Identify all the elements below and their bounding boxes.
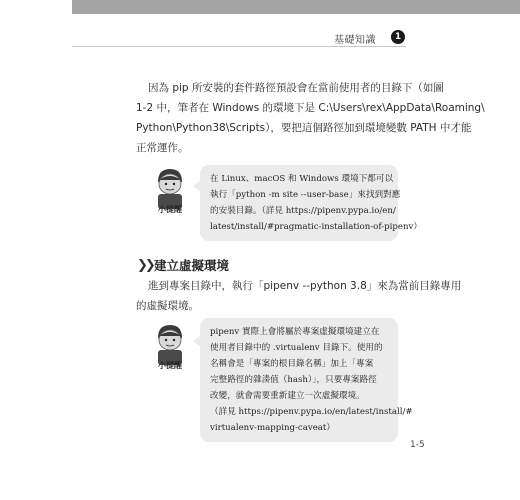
header-divider xyxy=(72,46,406,47)
tip-label: 小提醒 xyxy=(158,361,182,370)
tip-line: 使用者目錄中的 .virtualenv 目錄下。使用的 xyxy=(210,343,383,353)
section-title: 建立虛擬環境 xyxy=(154,258,230,273)
intro-line: Python\Python38\Scripts），要把這個路徑加到環境變數 PATH 中才能 xyxy=(136,122,472,134)
tip-bubble xyxy=(200,165,422,241)
intro-line: 正常運作。 xyxy=(136,142,189,154)
tip-line: 名稱會是「專案的根目錄名稱」加上「專案 xyxy=(210,359,374,369)
intro-line: 1-2 中，筆者在 Windows 的環境下是 C:\Users\rex\AppData\Roaming\ xyxy=(136,102,485,114)
tip-line: （詳見 https://pipenv.pypa.io/en/latest/install/# xyxy=(210,407,413,417)
top-decorative-band xyxy=(72,0,520,14)
intro-line: 因為 pip 所安裝的套件路徑預設會在當前使用者的目錄下（如圖 xyxy=(148,82,444,94)
tip-line: 執行「python -m site --user-base」來找到對應 xyxy=(210,190,401,200)
double-chevron-right-icon: ❯❯ xyxy=(137,258,153,273)
tip-line: latest/install/#pragmatic-installation-of-pipenv） xyxy=(210,222,422,232)
tip-line: 在 Linux、macOS 和 Windows 環境下都可以 xyxy=(210,174,394,184)
tip-line: 的安裝目錄。（詳見 https://pipenv.pypa.io/en/ xyxy=(210,206,396,216)
tip-bubble xyxy=(200,318,413,442)
chapter-number-badge: 1 xyxy=(391,30,405,44)
tip-line: 改變，就會需要重新建立一次虛擬環境。 xyxy=(210,391,365,401)
chapter-title: 基礎知識 xyxy=(334,35,376,46)
tip-line: pipenv 實際上會將屬於專案虛擬環境建立在 xyxy=(210,327,380,337)
tip-line: 完整路徑的雜湊值（hash）」，只要專案路徑 xyxy=(210,375,377,385)
section-line: 進到專案目錄中，執行「pipenv --python 3.8」來為當前目錄專用 xyxy=(148,280,462,292)
page-number: 1-5 xyxy=(410,440,425,450)
tip-line: virtualenv-mapping-caveat） xyxy=(210,423,335,433)
tip-label: 小提醒 xyxy=(158,205,182,214)
section-line: 的虛擬環境。 xyxy=(136,300,199,312)
